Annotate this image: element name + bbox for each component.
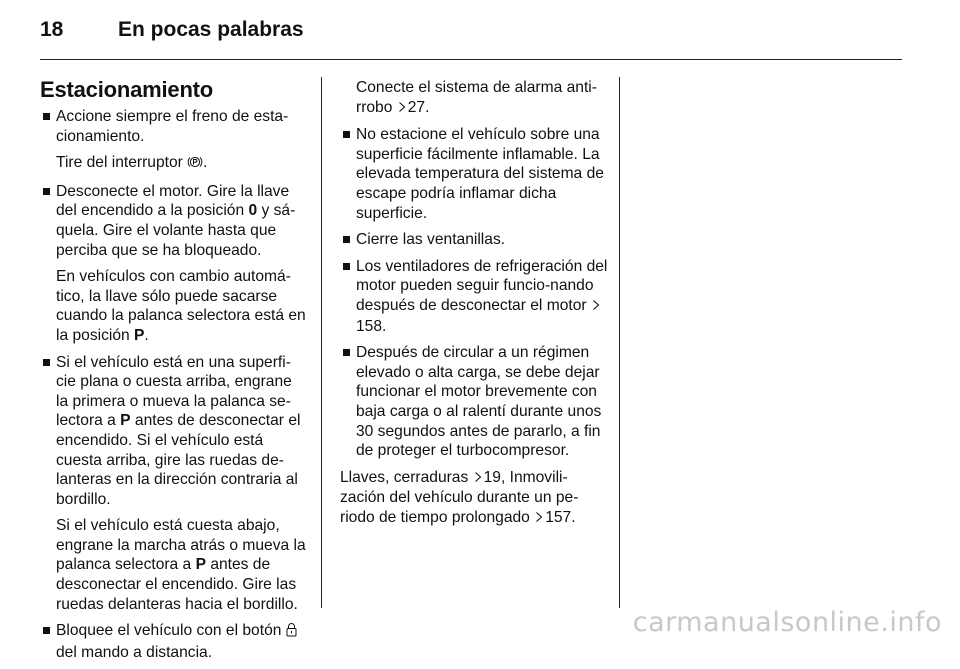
parking-brake-icon bbox=[187, 155, 203, 175]
chapter-title: En pocas palabras bbox=[118, 18, 304, 41]
bullet-fans bbox=[340, 257, 608, 336]
related-links bbox=[340, 468, 608, 529]
page-reference[interactable]: 157. bbox=[545, 508, 576, 526]
gear-position: P bbox=[195, 556, 206, 574]
sub-paragraph bbox=[56, 516, 306, 614]
sub-text: En vehículos con cambio automá-tico, la llave sólo puede sacarse cuando la palanca selectora está en la posición bbox=[56, 268, 306, 344]
watermark: carmanualsonline.info bbox=[632, 607, 942, 638]
gear-position: P bbox=[120, 412, 131, 430]
bullet-text: y sá-quela. Gire el volante hasta que perciba que se ha bloqueado. bbox=[56, 202, 296, 259]
bullet-text: Cierre las ventanillas. bbox=[356, 231, 506, 249]
right-column bbox=[340, 78, 608, 535]
sub-text-suffix: . bbox=[203, 154, 208, 172]
bullet-text: Accione siempre el freno de esta-cionamiento. bbox=[56, 108, 289, 145]
page-reference-icon bbox=[592, 297, 600, 317]
column-divider bbox=[619, 77, 620, 608]
page-reference[interactable]: 27. bbox=[407, 98, 430, 116]
bullet-text: Si el vehículo está en una superfi-cie plana o cuesta arriba, engrane la primera o mueva la palanca se-lectora a bbox=[56, 353, 292, 430]
bullet-text: No estacione el vehículo sobre una superficie fácilmente inflamable. La elevada temperatura del sistema de escape podría inflamar dicha superficie. bbox=[356, 126, 604, 222]
bullet-slope bbox=[40, 353, 306, 615]
bullet-windows bbox=[340, 230, 608, 250]
bullet-text: Bloquee el vehículo con el botón bbox=[56, 622, 282, 640]
bullet-parking-brake bbox=[40, 107, 306, 175]
lock-icon bbox=[286, 622, 297, 643]
bullet-engine-off bbox=[40, 182, 306, 346]
page-reference[interactable]: 19, Inmovili-zación del vehículo durante un pe-riodo de tiempo prolongado bbox=[340, 468, 579, 526]
bullet-text: Los ventiladores de refrigeración del motor pueden seguir funcio-nando después de desconectar el motor bbox=[356, 257, 608, 314]
bullet-text: antes de desconectar el encendido. Si el vehículo está cuesta arriba, gire las ruedas de-lanteras en la dirección contraria al bordillo. bbox=[56, 412, 301, 508]
column-divider bbox=[321, 77, 322, 608]
sub-paragraph bbox=[56, 267, 306, 345]
para-text: Llaves, cerraduras bbox=[340, 468, 469, 486]
page-reference-icon bbox=[474, 469, 482, 489]
gear-position: P bbox=[134, 326, 145, 344]
bullet-text: del mando a distancia. bbox=[56, 643, 213, 661]
page-number: 18 bbox=[40, 18, 64, 41]
sub-paragraph bbox=[56, 153, 306, 175]
sub-text: . bbox=[144, 326, 149, 344]
page-reference-icon bbox=[398, 99, 406, 119]
bullet-text: Después de circular a un régimen elevado o alta carga, se debe dejar funcionar el motor brevemente con baja carga o al ralentí durante unos 30 segundos antes de pararlo, a fin de proteger el turbocompresor. bbox=[356, 344, 602, 460]
bullet-text: Desconecte el motor. Gire la llave del encendido a la posición bbox=[56, 182, 290, 220]
header-rule bbox=[40, 59, 902, 60]
bullet-turbo bbox=[340, 343, 608, 461]
para-text: Conecte el sistema de alarma anti-rrobo bbox=[356, 79, 597, 116]
sub-text: Si el vehículo está cuesta abajo, engrane la marcha atrás o mueva la palanca selectora a bbox=[56, 517, 306, 574]
left-column bbox=[40, 78, 306, 669]
section-title: Estacionamiento bbox=[40, 77, 214, 102]
sub-text: antes de desconectar el encendido. Gire las ruedas delanteras hacia el bordillo. bbox=[56, 556, 298, 613]
page-reference[interactable]: 158. bbox=[356, 317, 387, 335]
page-reference-icon bbox=[535, 509, 543, 529]
sub-text: Tire del interruptor bbox=[56, 154, 183, 172]
bullet-flammable bbox=[340, 125, 608, 223]
key-position: 0 bbox=[248, 202, 258, 220]
continued-paragraph bbox=[340, 78, 608, 118]
